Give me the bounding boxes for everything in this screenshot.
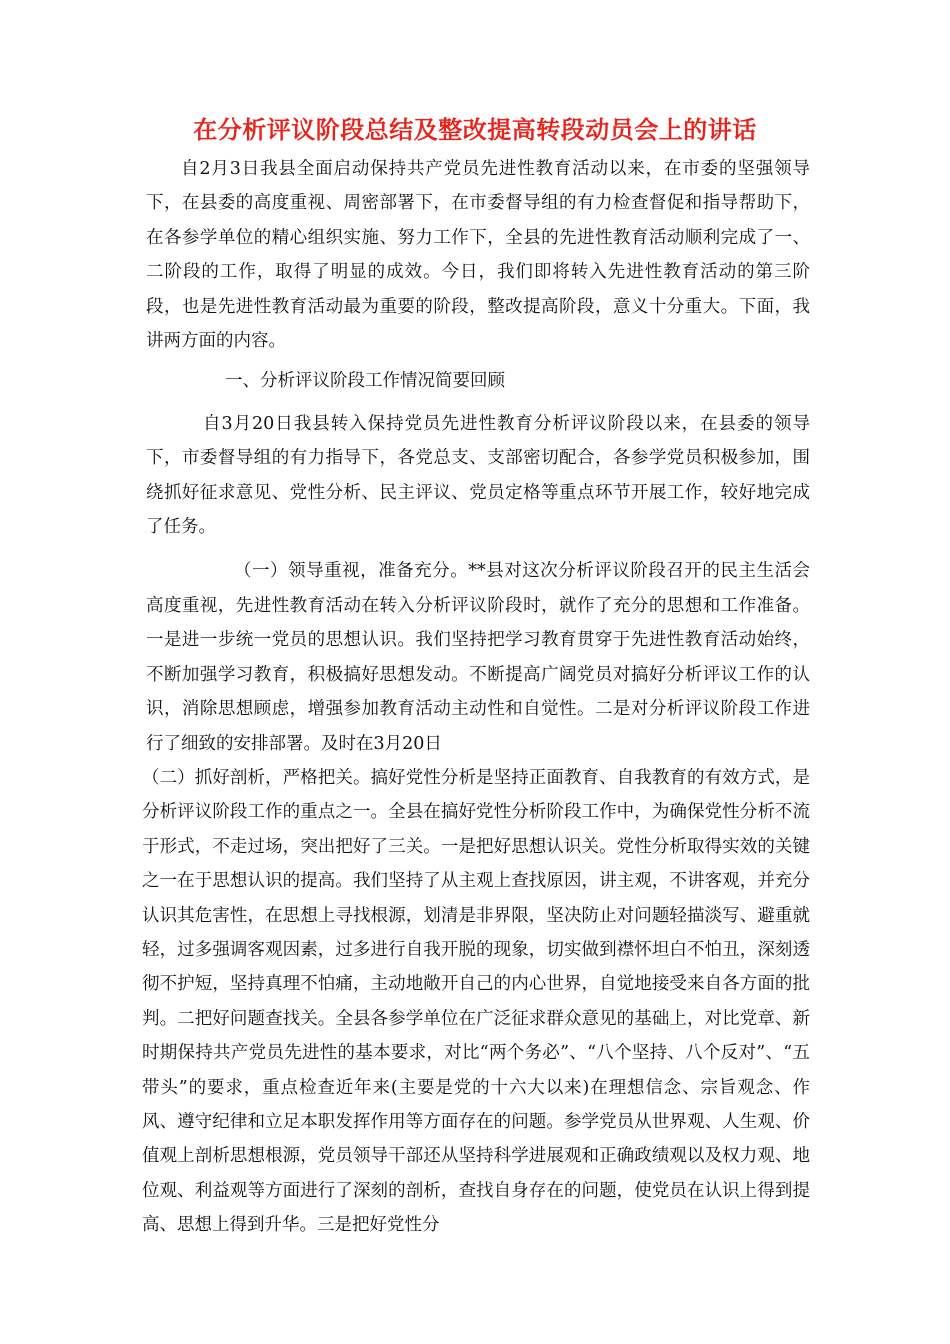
section-heading-1: 一、分析评议阶段工作情况简要回顾 — [225, 371, 505, 392]
paragraph-intro: 自2月3日我县全面启动保持共产党员先进性教育活动以来，在市委的坚强领导下，在县委的高度重视、周密部署下，在市委督导组的有力检查督促和指导帮助下，在各参学单位的精心组织实施、努力工作下，全县的先进性教育活动顺利完成了一、二阶段的工作，取得了明显的成效。今日，我们即将转入先进性教育活动的第三阶段，也是先进性教育活动最为重要的阶段，整改提高阶段，意义十分重大。下面，我讲两方面的内容。 — [146, 159, 810, 352]
paragraph-analysis: （二）抓好剖析，严格把关。搞好党性分析是坚持正面教育、自我教育的有效方式，是分析评议阶段工作的重点之一。全县在搞好党性分析阶段工作中，为确保党性分析不流于形式，不走过场，突出把好了三关。一是把好思想认识关。党性分析取得实效的关键之一在于思想认识的提高。我们坚持了从主观上查找原因，讲主观，不讲客观，并充分认识其危害性，在思想上寻找根源，划清是非界限，坚决防止对问题轻描淡写、避重就轻，过多强调客观因素，过多进行自我开脱的现象，切实做到襟怀坦白不怕丑，深刻透彻不护短，坚持真理不怕痛，主动地敞开自己的内心世界，自觉地接受来自各方面的批判。二把好问题查找关。全县各参学单位在广泛征求群众意见的基础上，对比党章、新时期保持共产党员先进性的基本要求，对比“两个务必”、“八个坚持、八个反对”、“五带头”的要求，重点检查近年来(主要是党的十六大以来)在理想信念、宗旨观念、作风、遵守纪律和立足本职发挥作用等方面存在的问题。参学党员从世界观、人生观、价值观上剖析思想根源，党员领导干部还从坚持科学进展观和正确政绩观以及权力观、地位观、利益观等方面进行了深刻的剖析，查找自身存在的问题，使党员在认识上得到提高、思想上得到升华。三是把好党性分 — [142, 767, 810, 1236]
paragraph-leadership: （一）领导重视，准备充分。**县对这次分析评议阶段召开的民主生活会高度重视，先进性教育活动在转入分析评议阶段时，就作了充分的思想和工作准备。一是进一步统一党员的思想认识。我们坚持把学习教育贯穿于先进性教育活动始终，不断加强学习教育，积极搞好思想发动。不断提高广阔党员对搞好分析评议工作的认识，消除思想顾虑，增强参加教育活动主动性和自觉性。二是对分析评议阶段工作进行了细致的安排部署。及时在3月20日 — [146, 561, 810, 754]
document-body — [142, 152, 810, 1243]
paragraph-review: 自3月20日我县转入保持党员先进性教育分析评议阶段以来，在县委的领导下，市委督导组的有力指导下，各党总支、支部密切配合，各参学党员积极参加，围绕抓好征求意见、党性分析、民主评议、党员定格等重点环节开展工作，较好地完成了任务。 — [146, 413, 810, 538]
document-title: 在分析评议阶段总结及整改提高转段动员会上的讲话 — [193, 116, 757, 144]
